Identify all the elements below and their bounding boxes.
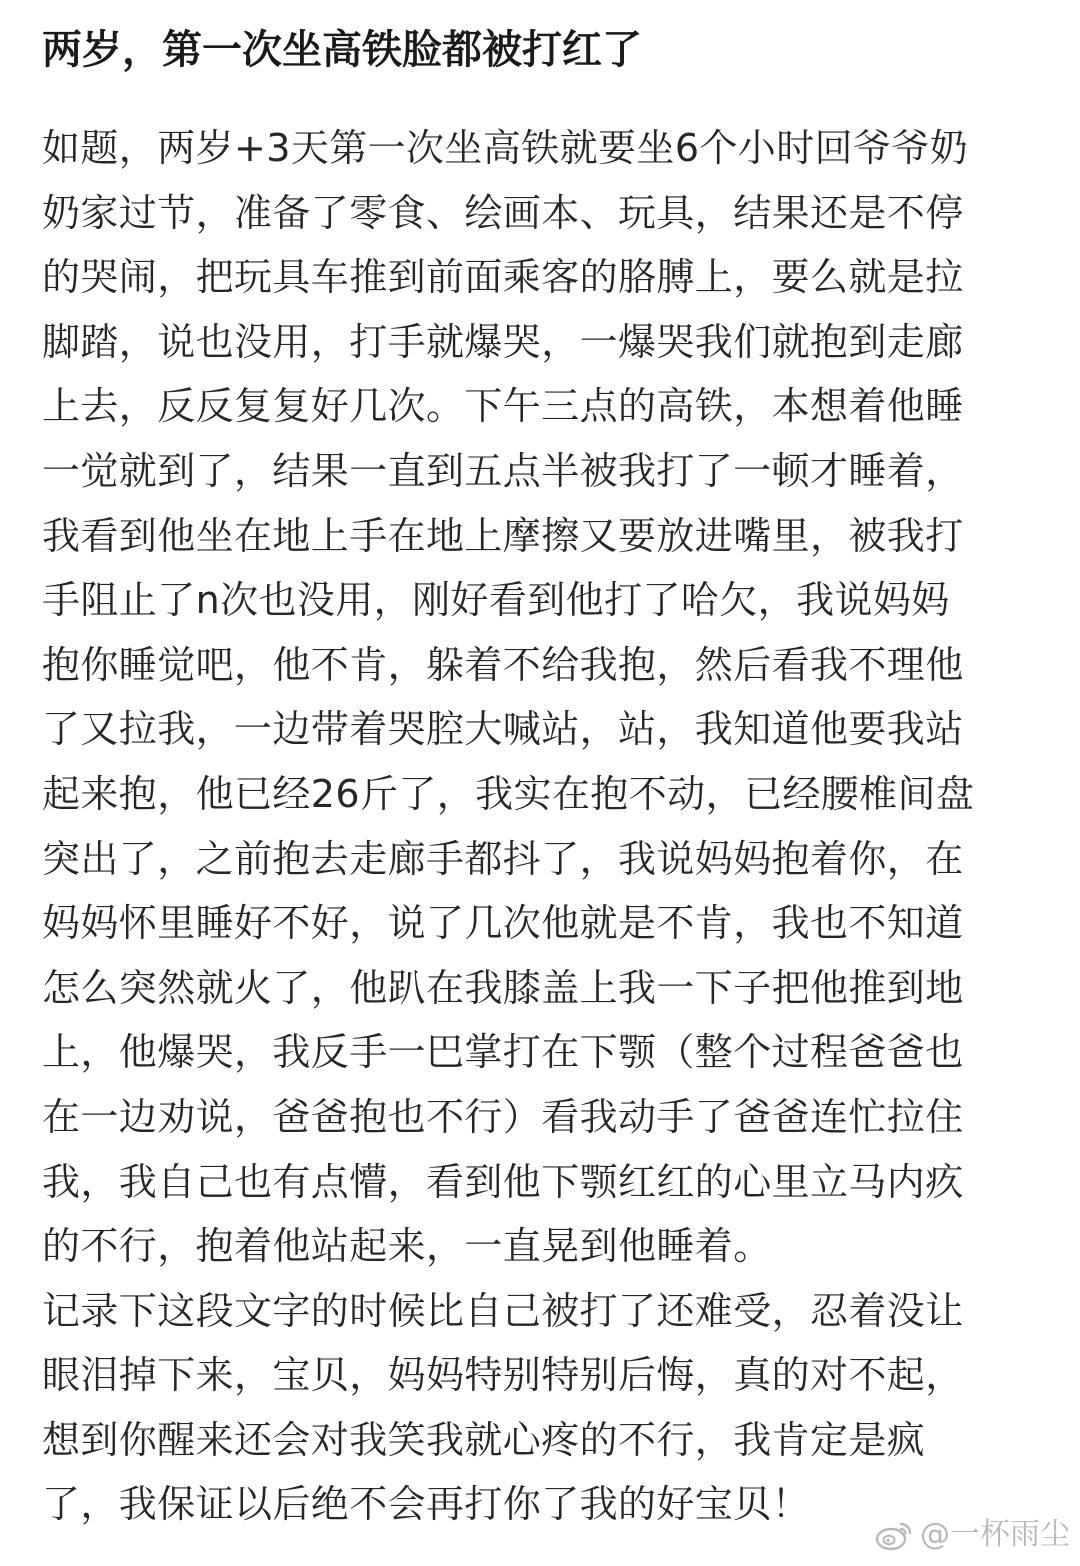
post [42, 18, 1042, 1537]
body-line: 的不行，抱着他站起来，一直晃到他睡着。 [42, 1224, 772, 1269]
body-line: 怎么突然就火了，他趴在我膝盖上我一下子把他推到地 [42, 965, 964, 1010]
body-line: 一觉就到了，结果一直到五点半被我打了一顿才睡着， [42, 448, 964, 493]
watermark [874, 1518, 1070, 1552]
body-line: 上，他爆哭，我反手一巴掌打在下颚（整个过程爸爸也 [42, 1030, 964, 1075]
weibo-logo-icon [874, 1518, 914, 1552]
post-title: 两岁，第一次坐高铁脸都被打红了 [42, 27, 642, 73]
body-line: 脚踏，说也没用，打手就爆哭，一爆哭我们就抱到走廊 [42, 319, 964, 364]
body-line: 眼泪掉下来，宝贝，妈妈特别特别后悔，真的对不起， [42, 1353, 964, 1398]
body-line: 记录下这段文字的时候比自己被打了还难受，忍着没让 [42, 1288, 964, 1333]
body-line: 上去，反反复复好几次。下午三点的高铁，本想着他睡 [42, 384, 964, 429]
body-line: 的哭闹，把玩具车推到前面乘客的胳膊上，要么就是拉 [42, 255, 964, 300]
body-line: 突出了，之前抱去走廊手都抖了，我说妈妈抱着你，在 [42, 836, 964, 881]
body-line: 在一边劝说，爸爸抱也不行）看我动手了爸爸连忙拉住 [42, 1094, 964, 1139]
body-line: 我，我自己也有点懵，看到他下颚红红的心里立马内疚 [42, 1159, 964, 1204]
body-line: 抱你睡觉吧，他不肯，躲着不给我抱，然后看我不理他 [42, 642, 964, 687]
body-line: 想到你醒来还会对我笑我就心疼的不行，我肯定是疯 [42, 1417, 926, 1462]
post-body [42, 116, 1042, 1537]
body-line: 起来抱，他已经26斤了，我实在抱不动，已经腰椎间盘 [42, 771, 975, 816]
watermark-handle: @一杯雨尘 [920, 1517, 1070, 1552]
body-line: 如题，两岁+3天第一次坐高铁就要坐6个小时回爷爷奶 [42, 126, 969, 170]
body-line: 我看到他坐在地上手在地上摩擦又要放进嘴里，被我打 [42, 513, 964, 558]
body-line: 奶家过节，准备了零食、绘画本、玩具，结果还是不停 [42, 190, 964, 235]
body-line: 了又拉我，一边带着哭腔大喊站，站，我知道他要我站 [42, 707, 964, 752]
body-line: 手阻止了n次也没用，刚好看到他打了哈欠，我说妈妈 [42, 578, 950, 623]
body-line: 妈妈怀里睡好不好，说了几次他就是不肯，我也不知道 [42, 901, 964, 946]
body-line: 了，我保证以后绝不会再打你了我的好宝贝！ [42, 1482, 811, 1527]
